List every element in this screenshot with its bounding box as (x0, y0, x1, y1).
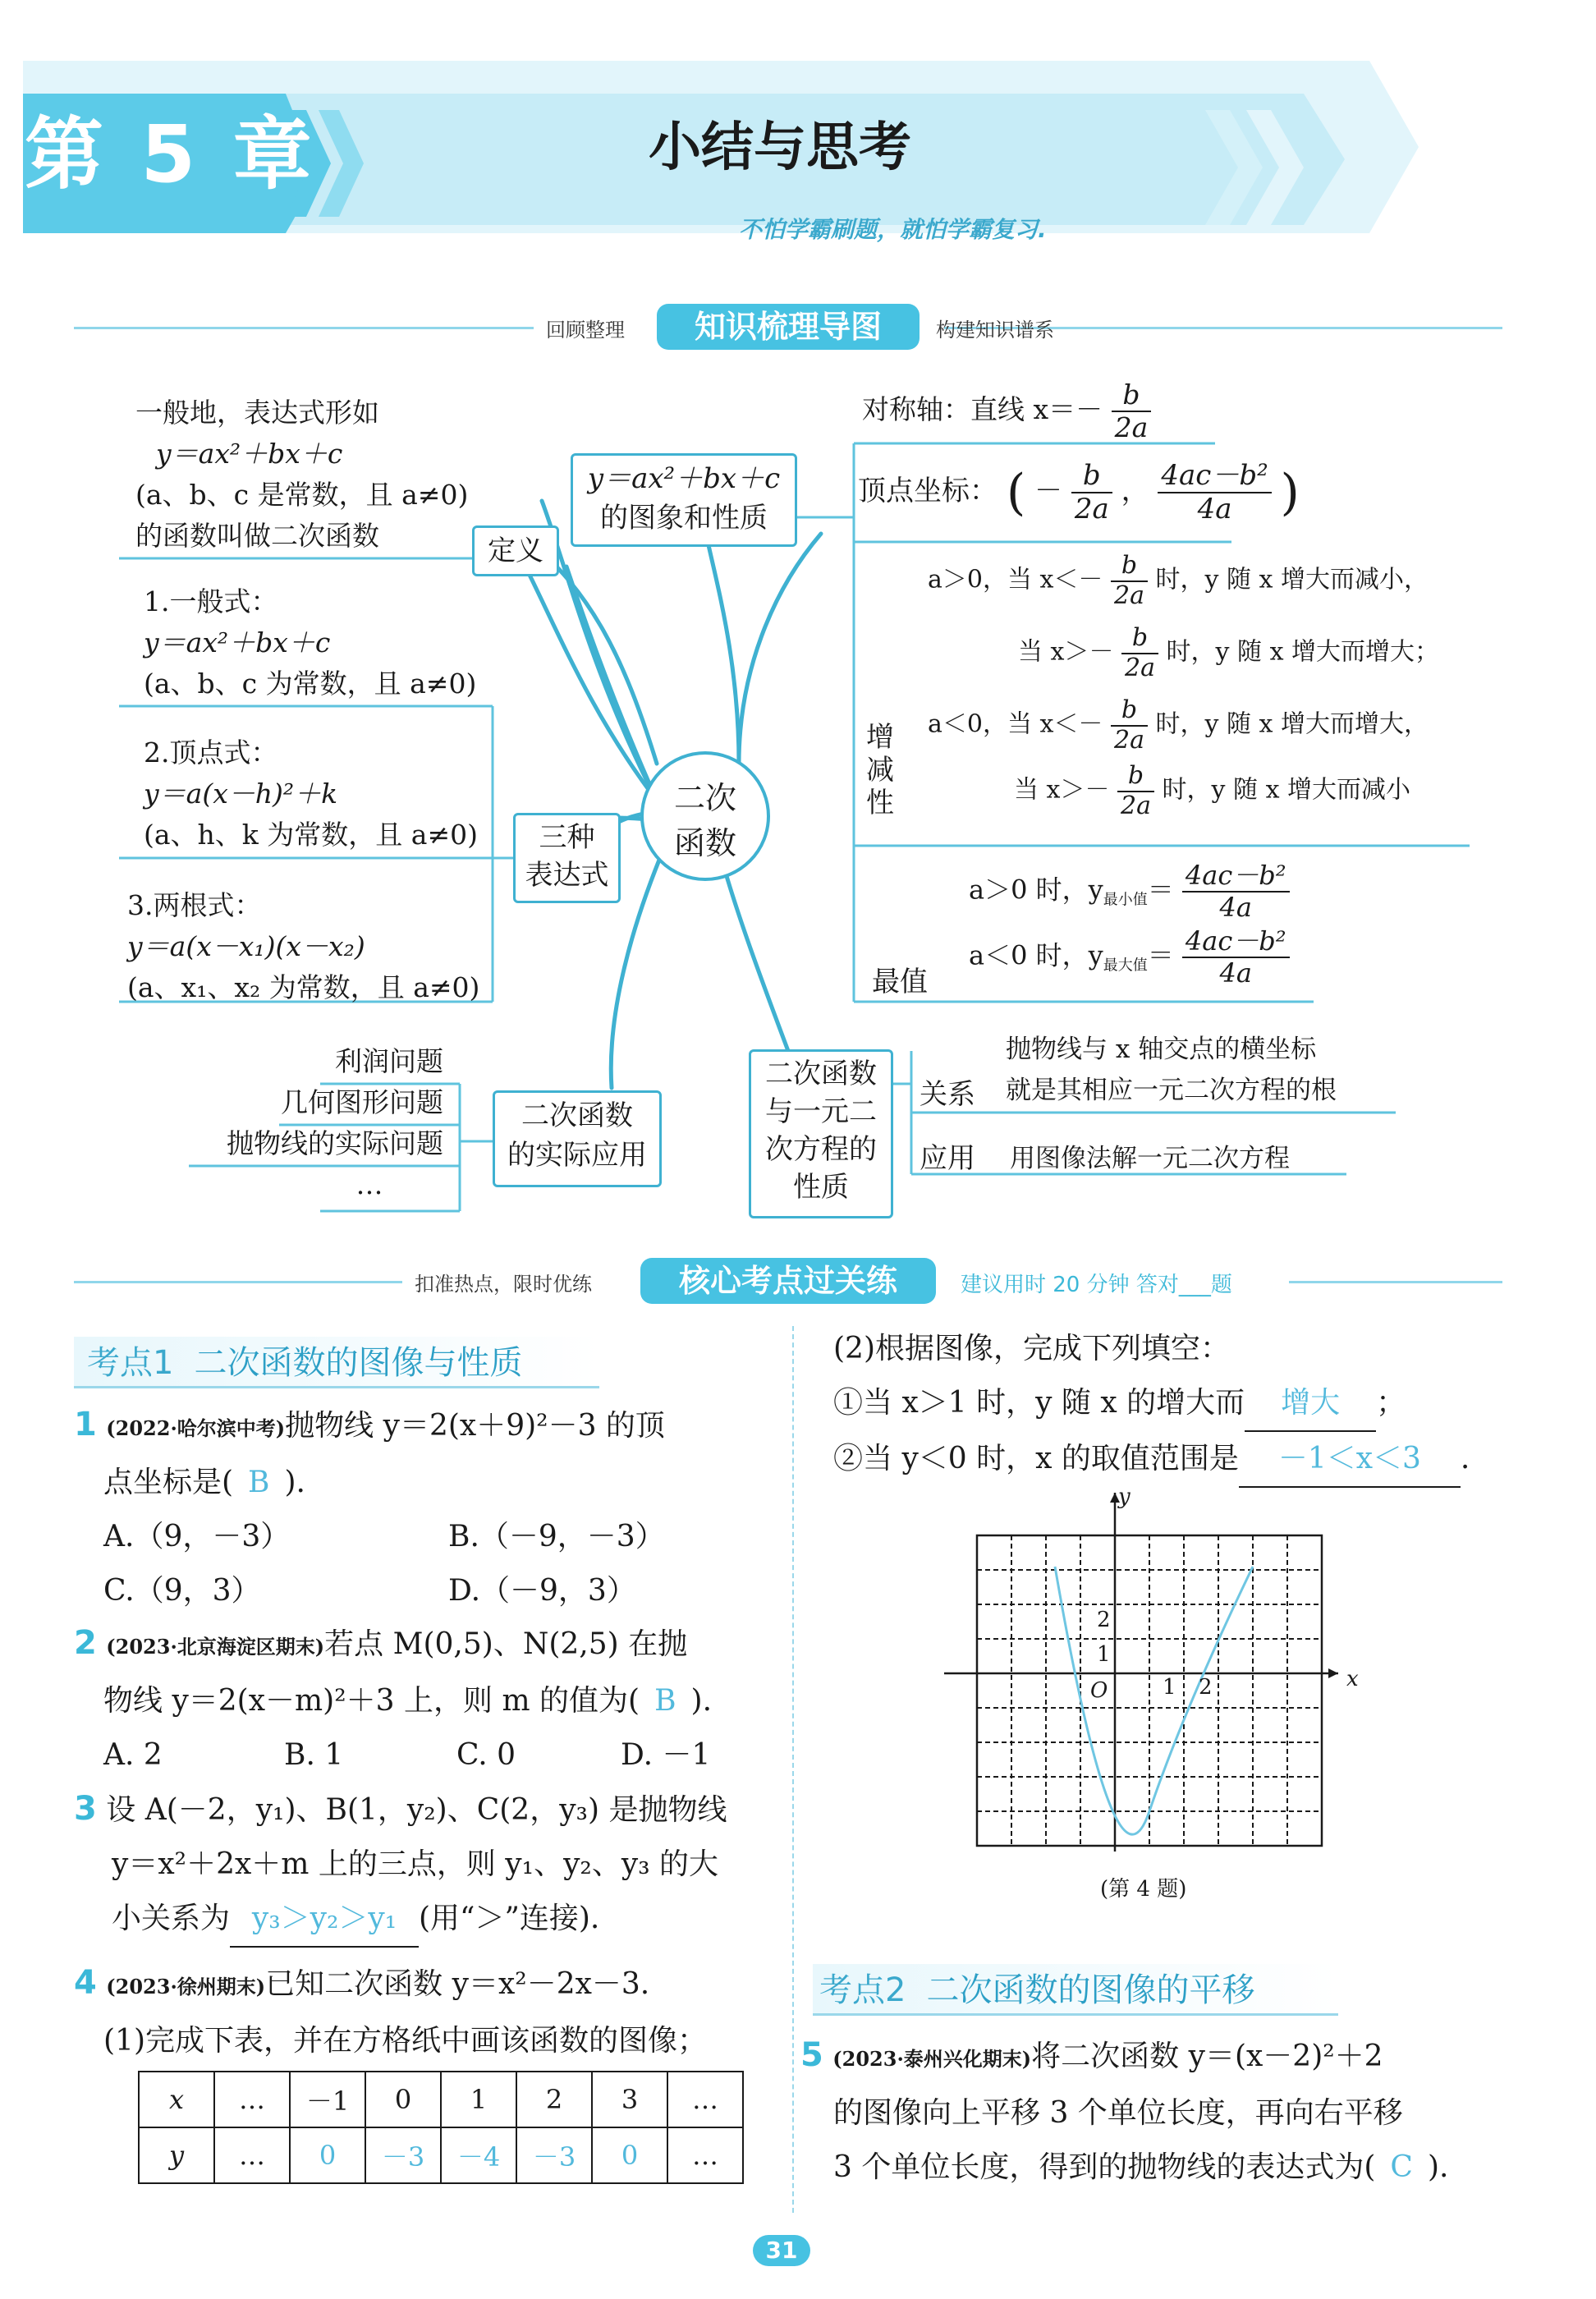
section2-line-left (74, 1281, 402, 1283)
relation-line2: 就是其相应一元二次方程的根 (1006, 1076, 1337, 1105)
q4-part2a-end: ； (1376, 1386, 1406, 1420)
forms-box (513, 813, 621, 903)
table-x-cell: 3 (592, 2072, 667, 2127)
extreme-row-1 (969, 860, 1290, 923)
q5-line1: 将二次函数 y＝(x－2)²＋2 (1031, 2040, 1383, 2073)
q4-part2b: ②当 y＜0 时，x 的取值范围是 (833, 1442, 1239, 1475)
form-general (144, 581, 476, 704)
tick-x-1: 1 (1163, 1675, 1176, 1700)
table-y-answer: －3 (516, 2127, 592, 2183)
q5-source: (2023·泰州兴化期末) (832, 2047, 1032, 2071)
topic2-header (813, 1964, 1338, 2016)
ext1-text: a＞0 时，y (969, 874, 1103, 906)
equation-box-line1: 二次函数 (765, 1058, 877, 1090)
mono2-den: 2a (1125, 653, 1155, 682)
q4-line1: 已知二次函数 y＝x²－2x－3. (265, 1967, 650, 2001)
section2-right-text: 建议用时 20 分钟 答对___题 (961, 1273, 1232, 1297)
topic2-title: 二次函数的图像的平移 (926, 1971, 1255, 2009)
ext2-sub: 最大值 (1103, 957, 1148, 975)
mono4-tail: 时，y 随 x 增大而减小 (1162, 775, 1411, 805)
use-text: 用图像法解一元二次方程 (1010, 1144, 1290, 1173)
table-x-cell: 1 (441, 2072, 516, 2127)
form-general-cond: (a、b、c 为常数，且 a≠0) (144, 668, 477, 700)
topic2-tag: 考点2 (819, 1971, 906, 2009)
q1-line2: 点坐标是( (103, 1466, 234, 1499)
vertex-y-num: 4ac－b² (1158, 460, 1271, 493)
section1-right-text: 构建知识谱系 (936, 319, 1054, 342)
extreme-row-2 (969, 926, 1290, 989)
vertex-coordinates: 顶点坐标： ( － $\frac{b}{2a}$ ， $\frac{\text{4ac－b²}}{4a}$ ) (858, 459, 1300, 526)
q1-line2-end: ). (284, 1466, 306, 1499)
topic1-tag: 考点1 (87, 1344, 174, 1382)
table-x-cell: … (214, 2072, 290, 2127)
table-x-cell: 0 (365, 2072, 441, 2127)
relation-text (1006, 1029, 1337, 1111)
application-box-line1: 二次函数 (521, 1099, 633, 1132)
equation-box-line4: 性质 (793, 1171, 849, 1204)
mono3-num: b (1111, 696, 1148, 727)
mono-row-4 (1014, 762, 1410, 820)
axis-x-label: x (1346, 1667, 1359, 1691)
page-number: 31 (753, 2235, 810, 2266)
question-4 (74, 1956, 780, 2068)
q2-line2-end: ). (690, 1684, 713, 1718)
ext1-num: 4ac－b² (1182, 860, 1290, 893)
center-line2: 函数 (673, 825, 736, 861)
q4-line2: (1)完成下表，并在方格纸中画该函数的图像； (103, 2024, 707, 2058)
table-y-cell: … (667, 2127, 743, 2183)
ext1-eq: ＝ (1147, 874, 1174, 906)
form-vertex-title: 2.顶点式： (144, 737, 278, 769)
vertex-frac-x (1071, 460, 1112, 525)
application-box (493, 1090, 662, 1187)
mono4-text: 当 x＞－ (1014, 775, 1110, 805)
q2-number: 2 (74, 1624, 97, 1662)
table-row-y (139, 2127, 743, 2183)
center-line1: 二次 (673, 780, 736, 816)
mono-row-2 (1018, 624, 1439, 682)
ext2-text: a＜0 时，y (969, 939, 1103, 971)
q4-part2a: ①当 x＞1 时，y 随 x 的增大而 (833, 1386, 1245, 1420)
use-label: 应用 (920, 1142, 975, 1175)
mono1-tail: 时，y 随 x 增大而减小， (1155, 565, 1429, 594)
ext2-eq: ＝ (1147, 939, 1174, 971)
ext1-den: 4a (1219, 891, 1252, 923)
figure-caption: (第 4 题) (1100, 1877, 1187, 1902)
question-1 (74, 1397, 780, 1618)
q3-line1: 设 A(－2，y₁)、B(1，y₂)、C(2，y₃) 是抛物线 (106, 1793, 727, 1827)
question-4-part-2 (833, 1322, 1539, 1488)
app-item-2: 几何图形问题 (281, 1086, 443, 1118)
mono2-text: 当 x＞－ (1018, 637, 1114, 667)
equation-box (749, 1049, 893, 1218)
q1-number: 1 (74, 1406, 97, 1443)
page-title: 小结与思考 (649, 117, 911, 178)
mono3-text: a＜0，当 x＜－ (928, 709, 1103, 739)
slogan: 不怕学霸刷题，就怕学霸复习. (739, 216, 1047, 243)
table-y-answer: 0 (592, 2127, 667, 2183)
form-general-title: 1.一般式： (144, 585, 278, 617)
extreme-label: 最值 (872, 966, 928, 998)
vertex-y-den: 4a (1197, 493, 1232, 526)
vertex-frac-y (1158, 460, 1271, 525)
mono-row-1 (928, 552, 1429, 610)
table-x-cell: x (139, 2072, 214, 2127)
axis-frac (1112, 379, 1152, 443)
graph-box-line2: 的图象和性质 (600, 502, 768, 535)
vertex-text: 顶点坐标： (858, 475, 998, 508)
table-y-answer: －3 (365, 2127, 441, 2183)
mono-label-1: 增 (866, 721, 894, 754)
q2-option-c: C. 0 (456, 1738, 516, 1772)
form-vertex-cond: (a、h、k 为常数，且 a≠0) (144, 819, 478, 851)
mono2-num: b (1121, 624, 1158, 654)
form-roots-eq: y＝a(x－x₁)(x－x₂) (127, 930, 365, 962)
mono4-den: 2a (1121, 791, 1151, 820)
form-vertex-eq: y＝a(x－h)²＋k (144, 778, 338, 810)
mono1-text: a＞0，当 x＜－ (928, 565, 1103, 594)
q4-part2b-end: . (1460, 1442, 1470, 1475)
q1-source: (2022·哈尔滨中考) (106, 1416, 286, 1440)
section2-line-right (1289, 1281, 1502, 1283)
axis-text: 对称轴：直线 x＝－ (862, 392, 1103, 425)
mono-label (866, 721, 899, 819)
topic1-header (74, 1337, 599, 1388)
q4-source: (2023·徐州期末) (106, 1975, 266, 1998)
q1-answer: B (248, 1466, 270, 1499)
vertex-x-den: 2a (1074, 493, 1109, 526)
tick-y-1: 1 (1097, 1642, 1111, 1667)
q5-answer: C (1390, 2150, 1413, 2184)
section1-left-text: 回顾整理 (546, 319, 625, 342)
parabola-figure (936, 1486, 1346, 1856)
definition-line2: y＝ax²＋bx＋c (156, 438, 343, 470)
mono1-den: 2a (1113, 580, 1144, 610)
table-y-answer: 0 (290, 2127, 365, 2183)
q3-line3-end: (用“＞”连接). (419, 1902, 600, 1935)
chapter-label: 第 5 章 (25, 108, 317, 200)
q2-option-b: B. 1 (284, 1738, 344, 1772)
table-y-cell: … (214, 2127, 290, 2183)
definition-text (135, 392, 468, 557)
vertex-x-num: b (1071, 460, 1112, 493)
definition-line3: (a、b、c 是常数，且 a≠0) (135, 479, 469, 511)
graph-box (571, 453, 797, 547)
q5-line2: 的图像向上平移 3 个单位长度，再向右平移 (833, 2096, 1403, 2130)
definition-box: 定义 (472, 525, 559, 576)
q5-number: 5 (800, 2036, 823, 2074)
equation-box-line3: 次方程的 (765, 1133, 877, 1166)
question-2 (74, 1616, 780, 1783)
app-item-1: 利润问题 (335, 1045, 443, 1077)
section2-left-text: 扣准热点，限时优练 (415, 1273, 592, 1296)
axis-frac-num: b (1112, 379, 1152, 412)
q1-option-a: A.（9，－3） (103, 1520, 291, 1553)
q2-source: (2023·北京海淀区期末) (106, 1635, 325, 1659)
application-box-line2: 的实际应用 (507, 1139, 647, 1172)
mono4-num: b (1117, 762, 1154, 792)
q5-line3: 3 个单位长度，得到的抛物线的表达式为( (833, 2150, 1376, 2184)
q3-number: 3 (74, 1790, 97, 1828)
q1-option-c: C.（9，3） (103, 1574, 261, 1608)
ext1-sub: 最小值 (1103, 891, 1148, 909)
axis-y-label: y (1118, 1484, 1130, 1509)
q2-line2: 物线 y＝2(x－m)²＋3 上，则 m 的值为( (103, 1684, 640, 1718)
forms-box-line2: 表达式 (525, 859, 609, 892)
graph-box-line1: y＝ax²＋bx＋c (587, 462, 781, 495)
app-item-4: … (355, 1168, 383, 1200)
q1-line1: 抛物线 y＝2(x＋9)²－3 的顶 (285, 1409, 665, 1443)
q3-line2: y＝x²＋2x＋m 上的三点，则 y₁、y₂、y₃ 的大 (112, 1847, 719, 1881)
q2-option-d: D. －1 (621, 1738, 711, 1772)
q1-option-d: D.（－9，3） (448, 1574, 636, 1608)
q3-answer: y₃＞y₂＞y₁ (230, 1892, 419, 1948)
q3-line3: 小关系为 (112, 1902, 231, 1935)
relation-label: 关系 (920, 1078, 975, 1111)
q5-line3-end: ). (1427, 2150, 1449, 2184)
q1-option-b: B.（－9，－3） (448, 1520, 665, 1553)
table-x-cell: －1 (290, 2072, 365, 2127)
question-3 (74, 1782, 780, 1948)
center-node (640, 751, 770, 881)
q4-part2b-answer: －1＜x＜3 (1239, 1432, 1461, 1488)
q2-line1: 若点 M(0,5)、N(2,5) 在抛 (324, 1627, 688, 1661)
form-roots-title: 3.两根式： (127, 889, 262, 921)
tick-x-2: 2 (1199, 1675, 1213, 1700)
q2-option-a: A. 2 (103, 1738, 163, 1772)
section2-title: 核心考点过关练 (640, 1258, 936, 1304)
q4-number: 4 (74, 1964, 97, 2002)
ext2-den: 4a (1219, 957, 1252, 989)
table-x-cell: 2 (516, 2072, 592, 2127)
tick-y-2: 2 (1097, 1608, 1111, 1632)
forms-box-line1: 三种 (539, 821, 595, 854)
table-x-cell: … (667, 2072, 743, 2127)
mono-label-2: 减 (866, 754, 894, 787)
ext2-num: 4ac－b² (1182, 926, 1290, 958)
equation-box-line2: 与一元二 (765, 1095, 877, 1128)
form-general-eq: y＝ax²＋bx＋c (144, 626, 331, 658)
relation-line1: 抛物线与 x 轴交点的横坐标 (1006, 1035, 1317, 1064)
app-item-3: 抛物线的实际问题 (227, 1127, 443, 1159)
mono-row-3 (928, 696, 1429, 755)
q4-part2a-answer: 增大 (1245, 1376, 1376, 1432)
q4-part2-title: (2)根据图像，完成下列填空： (833, 1332, 1230, 1365)
axis-of-symmetry (862, 379, 1151, 443)
form-vertex (144, 732, 478, 856)
section1-title: 知识梳理导图 (657, 304, 920, 350)
origin-label: O (1090, 1678, 1108, 1703)
topic1-title: 二次函数的图像与性质 (194, 1344, 523, 1382)
table-y-cell: y (139, 2127, 214, 2183)
mono3-den: 2a (1113, 725, 1144, 755)
table-y-answer: －4 (441, 2127, 516, 2183)
axis-frac-den: 2a (1114, 411, 1149, 443)
mono3-tail: 时，y 随 x 增大而增大， (1155, 709, 1429, 739)
definition-line4: 的函数叫做二次函数 (135, 520, 379, 552)
value-table (138, 2071, 744, 2184)
mono-label-3: 性 (866, 787, 894, 819)
form-roots-cond: (a、x₁、x₂ 为常数，且 a≠0) (127, 971, 480, 1003)
form-roots (127, 885, 479, 1008)
mono2-tail: 时，y 随 x 增大而增大； (1166, 637, 1440, 667)
column-divider (792, 1326, 794, 2213)
mono1-num: b (1111, 552, 1148, 582)
table-row-x (139, 2072, 743, 2127)
definition-line1: 一般地，表达式形如 (135, 397, 379, 429)
question-5 (800, 2028, 1531, 2195)
q2-answer: B (654, 1684, 676, 1718)
